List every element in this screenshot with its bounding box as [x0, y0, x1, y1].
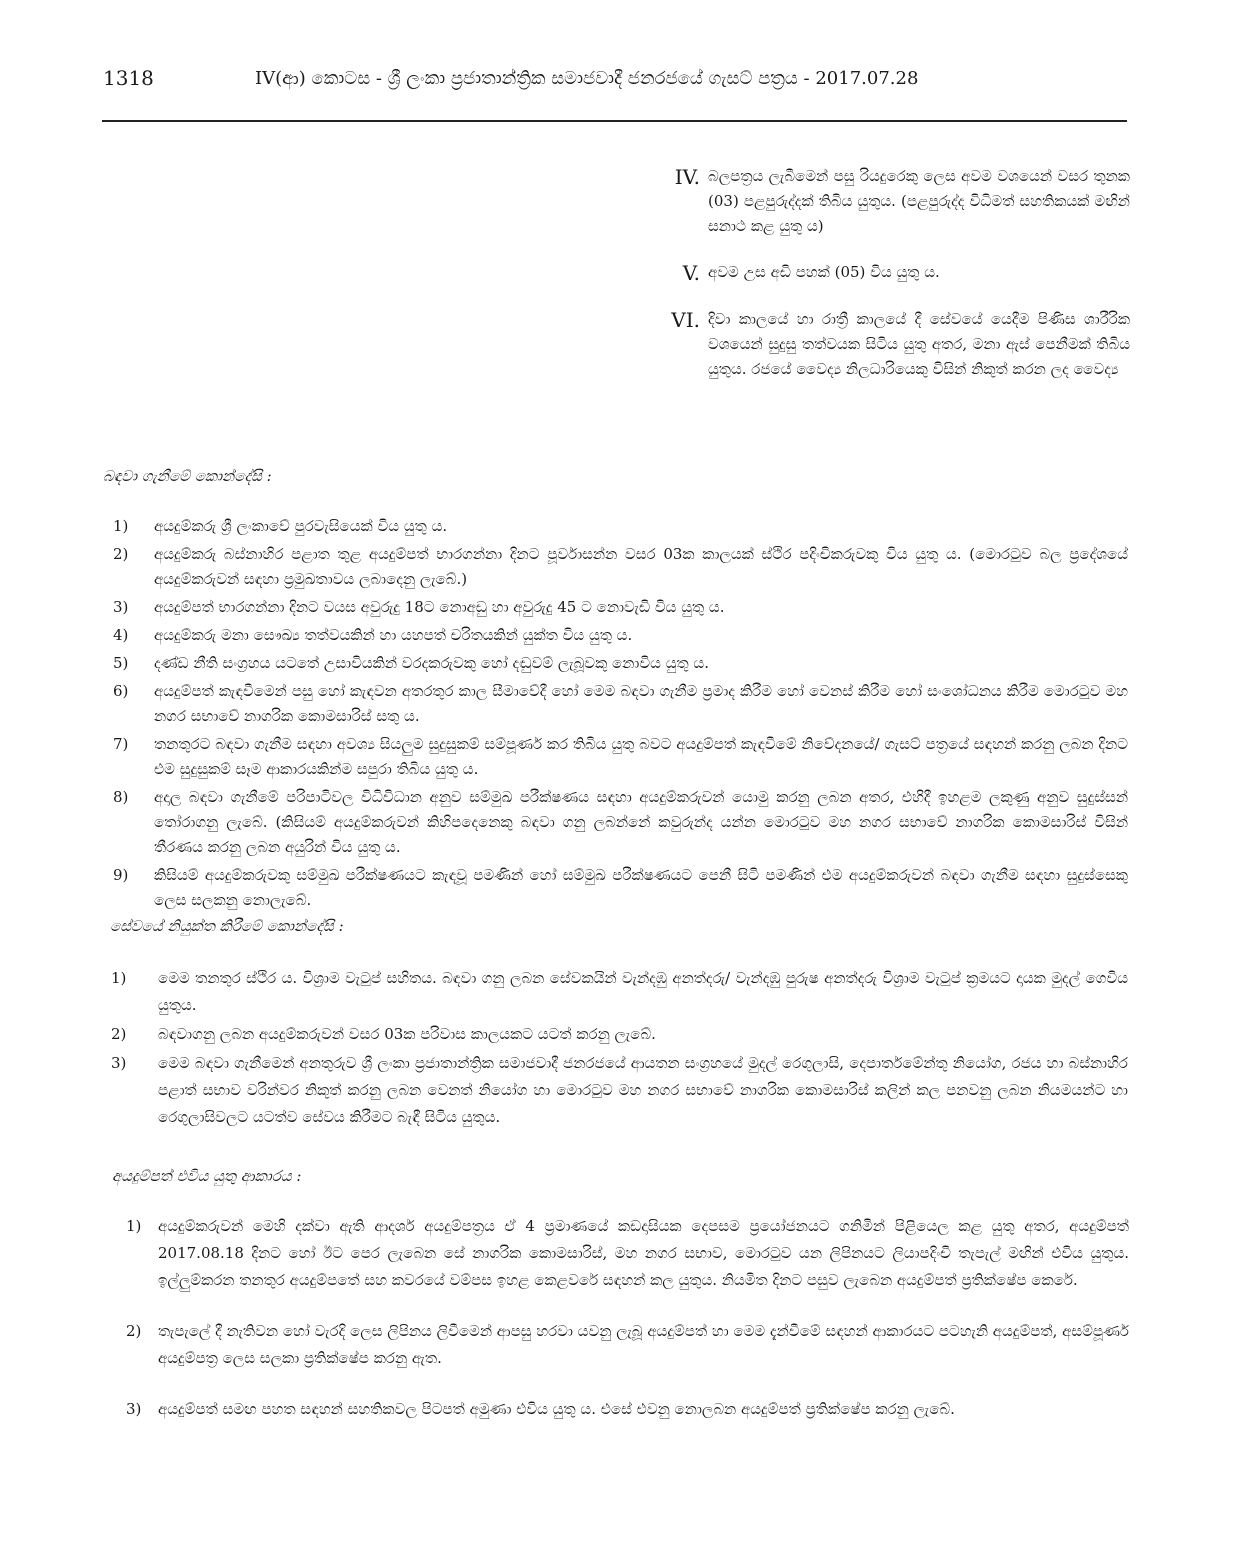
item-text: අයදුම්පත් කැඳවීමෙන් පසු හෝ කැඳවන අතරතුර කාල සීමාවේදී හෝ මෙම බඳවා ගැනීම ප්‍රමාද කිරීම හෝ වෙනස් කිරීම හෝ සංශෝධනය කිරීම මොරටුව මහ නගර සභාවේ නාගරික කොමසාරිස් සතු ය. — [154, 682, 1128, 725]
recruitment-list — [113, 514, 1128, 916]
page-number: 1318 — [103, 66, 154, 90]
item-number: 1) — [111, 969, 127, 987]
list-item — [113, 595, 1128, 620]
list-item — [126, 1396, 1129, 1423]
list-item — [113, 651, 1128, 676]
item-text: අයදුම්පත් සමඟ පහත සඳහන් සහතිකවල පිටපත් අමුණා එවිය යුතු ය. එසේ එවනු නොලබන අයදුම්පත් ප්‍රතික්ෂේප කරනු ලැබේ. — [158, 1400, 955, 1418]
item-text: අයදුම්පත් භාරගන්නා දිනට වයස අවුරුදු 18ට නොඅඩු හා අවුරුදු 45 ට නොවැඩි විය යුතු ය. — [154, 598, 725, 616]
list-item — [113, 863, 1128, 913]
item-text: බඳවාගනු ලබන අයදුම්කරුවන් වසර 03ක පරිවාස කාලයකට යටත් කරනු ලැබේ. — [158, 1025, 656, 1043]
list-item — [113, 732, 1128, 782]
list-item — [111, 965, 1128, 1019]
qualification-text: බලපත්‍රය ලැබීමෙන් පසු රියදුරෙකු ලෙස අවම වශයෙන් වසර තුනක (03) පළපුරුද්දක් තිබිය යුතුය. (පළපුරුද්ද විධිමත් සහතිකයක් මඟින් සනාථ කළ යුතු ය) — [708, 167, 1130, 235]
qualification-item — [660, 307, 1130, 382]
qualification-number: V. — [682, 261, 700, 285]
item-text: අයදුම්කරුවන් මෙහි දක්වා ඇති ආදර්ශ අයදුම්පත්‍රය ඒ 4 ප්‍රමාණයේ කඩදාසියක දෙපසම ප්‍රයෝජනයට ගනිමින් පිළියෙල කළ යුතු අතර, අයදුම්පත් 2017.08.18 දිනට හෝ ඊට පෙර ලැබෙන සේ නාගරික කොමසාරිස්, මහ නගර සභාව, මොරටුව යන ලිපිනයට ලියාපදිංචි තැපැල් මඟින් එවිය යුතුය. ඉල්ලුම්කරන තනතුර අයදුම්පතේ සහ කවරයේ වම්පස ඉහළ කෙළවරේ සඳහන් කල යුතුය. නියමිත දිනට පසුව ලැබෙන අයදුම්පත් ප්‍රතික්ෂේප කෙරේ. — [158, 1217, 1129, 1289]
item-text: අයදුම්කරු ශ්‍රී ලංකාවේ පුරවැසියෙක් විය යුතු ය. — [154, 517, 448, 535]
qualification-item — [660, 164, 1130, 239]
qualification-item — [660, 260, 1130, 286]
item-number: 2) — [111, 1025, 127, 1043]
item-text: මෙම බඳවා ගැනීමෙන් අනතුරුව ශ්‍රී ලංකා ප්‍රජාතාන්ත්‍රික සමාජවාදී ජනරජයේ ආයතන සංග්‍රහයේ මුදල් රෙගුලාසි, දෙපාර්තමේන්තු නියෝග, රජය හා බස්නාහිර පළාත් සභාව වරින්වර නිකුත් කරනු ලබන වෙනත් නියෝග හා මොරටුව මහ නගර සභාවේ නාගරික කොමසාරිස් කලින් කල පනවනු ලබන නියමයන්ට හා රෙගුලාසිවලට යටත්ව සේවය කිරීමට බැඳී සිටිය යුතුය. — [158, 1054, 1128, 1126]
item-number: 8) — [113, 788, 129, 806]
item-text: අදාල බඳවා ගැනීමේ පරිපාටිවල විධිවිධාන අනුව සම්මුඛ පරීක්ෂණය සඳහා අයදුම්කරුවන් යොමු කරනු ලබන අතර, එහිදී ඉහළම ලකුණු අනුව සුදුස්සන් තෝරාගනු ලැබේ. (කිසියම් අයදුම්කරුවන් කිහිපදෙනෙකු බඳවා ගනු ලබන්නේ කවුරුන්ද යන්න මොරටුව මහ නගර සභාවේ නාගරික කොමසාරිස් විසින් තීරණය කරනු ලබන අයුරින් විය යුතු ය. — [154, 788, 1128, 856]
item-number: 1) — [113, 517, 129, 535]
qualification-number: IV. — [674, 165, 700, 189]
list-item — [111, 1021, 1128, 1048]
item-number: 9) — [113, 866, 129, 884]
item-number: 3) — [126, 1400, 142, 1418]
item-number: 4) — [113, 626, 129, 644]
list-item — [111, 1050, 1128, 1131]
item-number: 3) — [111, 1054, 127, 1072]
item-number: 1) — [126, 1217, 142, 1235]
item-number: 5) — [113, 654, 129, 672]
item-text: තැපැලේ දී නැතිවන හෝ වැරදි ලෙස ලිපිනය ලිවීමෙන් ආපසු හරවා යවනු ලැබූ අයදුම්පත් හා මෙම දැන්වීමේ සඳහන් ආකාරයට පටහැනි අයදුම්පත්, අසම්පූර්ණ අයදුම්පත්‍ර ලෙස සලකා ප්‍රතික්ෂේප කරනු ඇත. — [158, 1322, 1129, 1367]
submission-list — [126, 1213, 1129, 1447]
list-item — [126, 1318, 1129, 1372]
submission-heading: අයදුම්පත් එවිය යුතු ආකාරය : — [112, 1167, 302, 1185]
qualification-text: අවම උස අඩි පහක් (05) විය යුතු ය. — [708, 263, 940, 281]
list-item — [113, 514, 1128, 539]
recruitment-heading: බඳවා ගැනීමේ කොන්දේසි : — [103, 467, 272, 485]
item-text: තනතුරට බඳවා ගැනීම සඳහා අවශ්‍ය සියලුම සුදුසුකම් සම්පූර්ණ කර තිබිය යුතු බවට අයදුම්පත් කැඳවීමේ නිවේදනයේ/ ගැසට් පත්‍රයේ සඳහන් කරනු ලබන දිනට එම සුදුසුකම් සෑම ආකාරයකින්ම සපුරා තිබිය යුතු ය. — [154, 735, 1128, 778]
list-item — [113, 785, 1128, 860]
item-text: අයදුම්කරු බස්නාහිර පළාත තුළ අයදුම්පත් භාරගන්නා දිනට පූර්වාසන්න වසර 03ක කාලයක් ස්ථිර පදිංචිකරුවකු විය යුතු ය. (මොරටුව බල ප්‍රදේශයේ අයදුම්කරුවන් සඳහා ප්‍රමුඛතාවය ලබාදෙනු ලැබේ.) — [154, 545, 1128, 588]
item-number: 6) — [113, 682, 129, 700]
list-item — [113, 623, 1128, 648]
item-number: 7) — [113, 735, 129, 753]
item-number: 2) — [126, 1322, 142, 1340]
item-text: කිසියම් අයදුම්කරුවකු සම්මුඛ පරීක්ෂණයට කැඳවූ පමණින් හෝ සම්මුඛ පරීක්ෂණයට පෙනී සිටි පමණින් එම අයදුම්කරුවන් බඳවා ගැනීම සඳහා සුදුස්සෙකු ලෙස සලකනු නොලැබේ. — [154, 866, 1128, 909]
appointment-list — [111, 965, 1128, 1133]
list-item — [113, 679, 1128, 729]
header-rule — [102, 120, 1127, 122]
appointment-heading: සේවයේ නියුක්ත කිරීමේ කොන්දේසි : — [110, 917, 344, 935]
item-text: අයදුම්කරු මනා සෞඛ්‍ය තත්වයකින් හා යහපත් චරිතයකින් යුක්ත විය යුතු ය. — [154, 626, 633, 644]
item-number: 3) — [113, 598, 129, 616]
qualification-number: VI. — [671, 308, 700, 332]
list-item — [126, 1213, 1129, 1294]
item-number: 2) — [113, 545, 129, 563]
running-head: IV(ආ) කොටස - ශ්‍රී ලංකා ප්‍රජාතාන්ත්‍රික සමාජවාදී ජනරජයේ ගැසට් පත්‍රය - 2017.07.28 — [255, 68, 919, 89]
item-text: දණ්ඩ නීති සංග්‍රහය යටතේ උසාවියකින් වරදකරුවකු හෝ දඬුවම් ලැබූවකු නොවිය යුතු ය. — [154, 654, 709, 672]
item-text: මෙම තනතුර ස්ථිර ය. විශ්‍රාම වැටුප් සහිතය. බඳවා ගනු ලබන සේවකයින් වැන්දඹු අනත්දරු/ වැන්දඹු පුරුෂ අනත්දරු විශ්‍රාම වැටුප් ක්‍රමයට දායක මුදල් ගෙවිය යුතුය. — [158, 969, 1128, 1014]
qualification-list — [660, 164, 1130, 403]
qualification-text: දිවා කාලයේ හා රාත්‍රී කාලයේ දී සේවයේ යෙදීම පිණිස ශාරීරික වශයෙන් සුදුසු තත්වයක සිටිය යුතු අතර, මනා ඇස් පෙනීමක් තිබිය යුතුය. රජයේ වෛද්‍ය නිලධාරියෙකු විසින් නිකුත් කරන ලද වෛද්‍ය — [708, 310, 1130, 378]
list-item — [113, 542, 1128, 592]
